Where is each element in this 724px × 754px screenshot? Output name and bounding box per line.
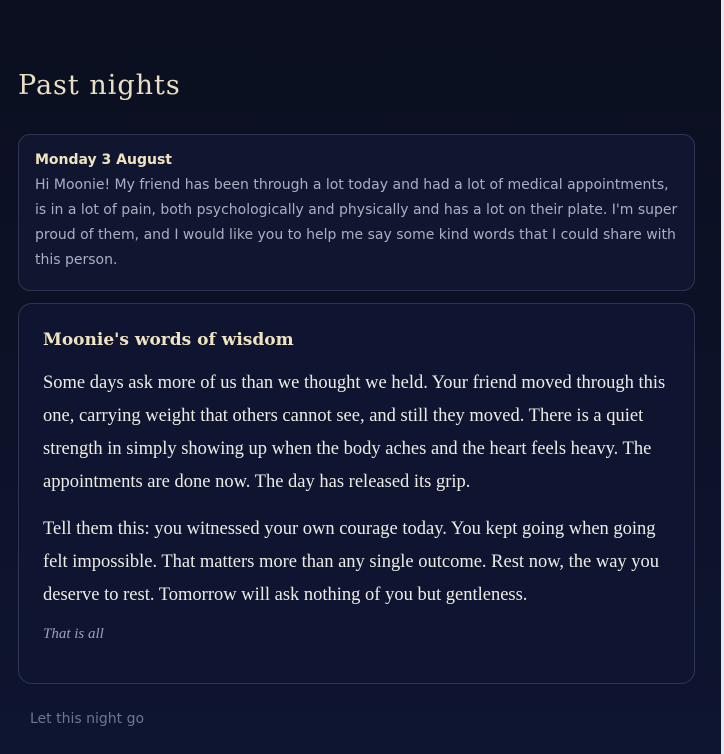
- wisdom-paragraph: Some days ask more of us than we thought we held. Your friend moved through this one, carrying weight that others cannot see, and still they moved. There is a quiet strength in simply showing up when the body aches and the heart feels heavy. The appointments are done now. The day has released its grip.: [43, 373, 666, 492]
- page-title: Past nights: [18, 70, 181, 101]
- entry-date: Monday 3 August: [35, 152, 172, 168]
- wisdom-signoff: That is all: [43, 626, 104, 642]
- let-night-go-button[interactable]: Let this night go: [30, 711, 145, 727]
- wisdom-card: [18, 303, 695, 684]
- entry-card: [18, 134, 695, 291]
- wisdom-paragraph: Tell them this: you witnessed your own courage today. You kept going when going felt impossible. That matters more than any single outcome. Rest now, the way you deserve to rest. Tomorrow will ask nothing of you but gentleness.: [43, 519, 660, 605]
- wisdom-heading: Moonie's words of wisdom: [43, 330, 294, 350]
- entry-text: Hi Moonie! My friend has been through a lot today and had a lot of medical appointments, is in a lot of pain, both psychologically and physically and has a lot on their plate. I'm super proud of them, and I would like you to help me say some kind words that I could share with this person.: [35, 177, 678, 268]
